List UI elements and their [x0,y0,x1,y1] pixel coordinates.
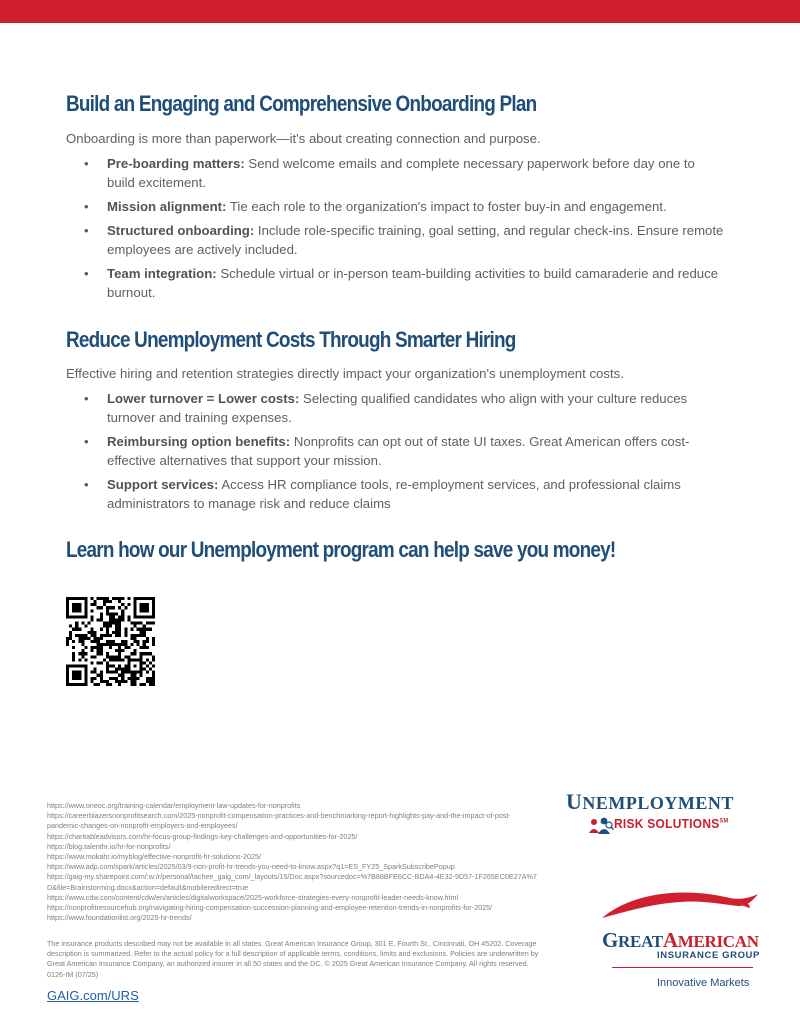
bullet-text: Include role-specific training, goal setting, and regular check-ins. Ensure remote employees are actively included. [107,223,724,257]
bullet-title: Team integration: [107,266,217,281]
bullet-text: Access HR compliance tools, re-employment services, and professional claims administrators to manage risk and reduce claims [107,477,681,511]
bullet-item: • Pre-boarding matters: Send welcome emails and complete necessary paperwork before day one to build excitement. [84,156,695,190]
legal-disclaimer: The insurance products described may not be available in all states. Great American Insurance Group, 301 E. Fourth St., Cincinnati, OH 45202. Coverage description is summarized. Refer to the actual policy for a full description of applicable terms, conditions, limits and exclusions. Policies are underwritten by Great American Insurance Company, an authorized insurer in all 50 states and the DC. © 2025 Great American Insurance Company. All rights reserved. 0126-IM (07/25) [47,939,539,979]
logo-tagline: Innovative Markets [657,977,750,989]
logo-title [566,789,734,815]
reference-url[interactable]: https://careerblazersnonprofitsearch.com/2025-nonprofit-compensation-practices-and-benchmarking-report-highlights-pay-and-the-impact-of-post-pandemic-changes-on-nonprofit-employers-and-employees/ [47,811,511,831]
bullet-title: Mission alignment: [107,199,227,214]
bullet-title: Pre-boarding matters: [107,156,245,171]
bullet-item: • Lower turnover = Lower costs: Selecting qualified candidates who align with your culture reduces turnover and training expenses. [84,391,688,425]
bullet-item: • Mission alignment: Tie each role to the organization's impact to foster buy-in and engagement. [84,199,667,214]
bullet-text: Schedule virtual or in-person team-building activities to build camaraderie and reduce burnout. [107,266,719,300]
logo-title-rest: NEMPLOYMENT [582,793,734,813]
bullet-item: • Team integration: Schedule virtual or in-person team-building activities to build camaraderie and reduce burnout. [84,266,719,300]
logo-divider [612,967,753,968]
bullet-text: Tie each role to the organization's impact to foster buy-in and engagement. [226,199,667,214]
reference-url[interactable]: https://www.foundationlist.org/2025-hr-trends/ [47,913,192,923]
reference-url[interactable]: https://www.mokahr.io/myblog/effective-nonprofit-hr-solutions-2025/ [47,852,261,862]
logo-title-initial: U [566,789,583,814]
bullet-item: • Support services: Access HR compliance tools, re-employment services, and professional claims administrators to manage risk and reduce claims [84,477,681,511]
bullet-text: Send welcome emails and complete necessary paperwork before day one to build excitement. [107,156,695,190]
section-heading-onboarding: Build an Engaging and Comprehensive Onboarding Plan [66,91,537,116]
great-american-logo [598,888,763,1013]
website-link[interactable]: GAIG.com/URS [47,988,139,1003]
wordmark-great: REAT [618,932,663,951]
reference-url[interactable]: https://www.cdw.com/content/cdw/en/articles/digitalworkspace/2025-workforce-strategies-every-nonprofit-leader-needs-know.html [47,892,459,902]
bullet-item: • Reimbursing option benefits: Nonprofits can opt out of state UI taxes. Great American offers cost-effective alternatives that support your mission. [84,434,690,468]
onboarding-bullet-list [66,154,726,302]
cta-heading: Learn how our Unemployment program can help save you money! [66,537,616,562]
unemployment-risk-solutions-logo [566,789,766,839]
reference-url[interactable]: https://gaig-my.sharepoint.com/:w:/r/personal/tachee_gaig_com/_layouts/15/Doc.aspx?sourcedoc=%7B88BFE6CC-BDA4-4E32-9D57-1F265EC0E27A%7D&file=Brainstorming.docx&action=default&mobileredirect=true [47,872,537,892]
logo-group-name: INSURANCE GROUP [657,950,760,961]
eagle-icon [600,888,760,928]
bullet-text: Nonprofits can opt out of state UI taxes. Great American offers cost-effective alternatives that support your mission. [107,434,690,468]
bullet-title: Support services: [107,477,219,492]
service-mark: SM [719,818,729,825]
top-accent-bar [0,0,800,23]
logo-subtitle [614,816,728,831]
bullet-item: • Structured onboarding: Include role-specific training, goal setting, and regular check-ins. Ensure remote employees are actively included. [84,223,724,257]
reference-url[interactable]: https://nonprofitresourcehub.org/navigating-hiring-compensation-succession-planning-and-employee-retention-trends-in-nonprofits-for-2025/ [47,903,493,913]
logo-subtitle-text: RISK SOLUTIONS [614,816,720,831]
reference-url[interactable]: https://www.adp.com/spark/articles/2025/03/9-non-profit-hr-trends-you-need-to-know.aspx?q1=ES_FY25_SparkSubscribePopup [47,862,455,872]
bullet-title: Lower turnover = Lower costs: [107,391,300,406]
bullet-title: Reimbursing option benefits: [107,434,291,449]
reference-list [47,801,542,923]
reference-url[interactable]: https://www.oneoc.org/training-calendar/employment-law-updates-for-nonprofits [47,801,301,810]
wordmark-initial-a: A [662,928,678,952]
bullet-title: Structured onboarding: [107,223,255,238]
section-intro-unemployment-costs: Effective hiring and retention strategies directly impact your organization's unemployment costs. [66,366,624,381]
wordmark-american: MERICAN [677,932,759,951]
wordmark-initial-g: G [602,928,619,952]
reference-url[interactable]: https://blog.talenthr.io/hr-for-nonprofits/ [47,841,171,851]
section-intro-onboarding: Onboarding is more than paperwork—it's about creating connection and purpose. [66,131,541,146]
reference-url[interactable]: https://charitableadvisors.com/hr-focus-group-findings-key-challenges-and-opportunities-for-2025/ [47,831,358,841]
qr-code[interactable] [66,597,155,686]
section-heading-unemployment-costs: Reduce Unemployment Costs Through Smarter Hiring [66,327,516,352]
bullet-text: Selecting qualified candidates who align with your culture reduces turnover and training expenses. [107,391,688,425]
hiring-bullet-list [66,389,726,513]
